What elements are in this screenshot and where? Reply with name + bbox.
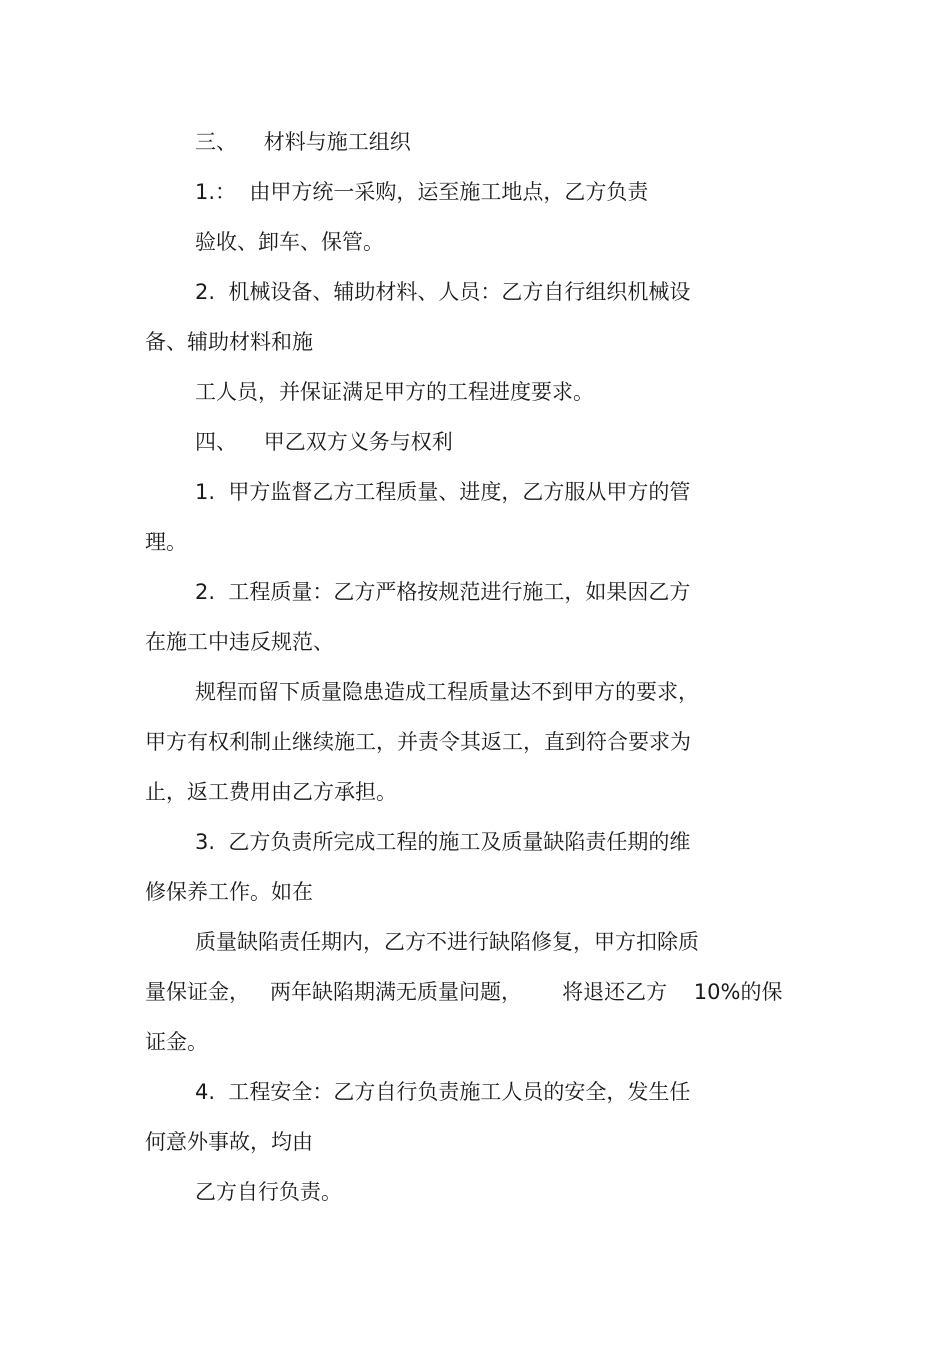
- paragraph-line: 质量缺陷责任期内，乙方不进行缺陷修复，甲方扣除质: [195, 930, 699, 954]
- paragraph-line: 验收、卸车、保管。: [195, 230, 384, 254]
- paragraph-line: 修保养工作。如在: [145, 880, 313, 904]
- paragraph-line: 1. 甲方监督乙方工程质量、进度，乙方服从甲方的管: [195, 480, 691, 504]
- paragraph-line: 备、辅助材料和施: [145, 330, 313, 354]
- paragraph-line: 理。: [145, 530, 187, 554]
- paragraph-line: 2. 机械设备、辅助材料、人员：乙方自行组织机械设: [195, 280, 691, 304]
- paragraph-line: 工人员，并保证满足甲方的工程进度要求。: [195, 380, 594, 404]
- paragraph-line: 何意外事故，均由: [145, 1130, 313, 1154]
- paragraph-line: 止，返工费用由乙方承担。: [145, 780, 397, 804]
- paragraph-line: 证金。: [145, 1030, 208, 1054]
- section-heading-3: 三、 材料与施工组织: [195, 130, 411, 154]
- section-heading-4: 四、 甲乙双方义务与权利: [195, 430, 453, 454]
- paragraph-line: 3. 乙方负责所完成工程的施工及质量缺陷责任期的维: [195, 830, 691, 854]
- paragraph-line: 在施工中违反规范、: [145, 630, 334, 654]
- paragraph-line: 乙方自行负责。: [195, 1180, 342, 1204]
- paragraph-line: 1.： 由甲方统一采购，运至施工地点，乙方负责: [195, 180, 649, 204]
- paragraph-line: 规程而留下质量隐患造成工程质量达不到甲方的要求，: [195, 680, 699, 704]
- paragraph-line: 甲方有权利制止继续施工，并责令其返工，直到符合要求为: [145, 730, 691, 754]
- paragraph-line: 量保证金， 两年缺陷期满无质量问题， 将退还乙方 10%的保: [145, 980, 783, 1004]
- paragraph-line: 4. 工程安全：乙方自行负责施工人员的安全，发生任: [195, 1080, 691, 1104]
- paragraph-line: 2. 工程质量：乙方严格按规范进行施工，如果因乙方: [195, 580, 691, 604]
